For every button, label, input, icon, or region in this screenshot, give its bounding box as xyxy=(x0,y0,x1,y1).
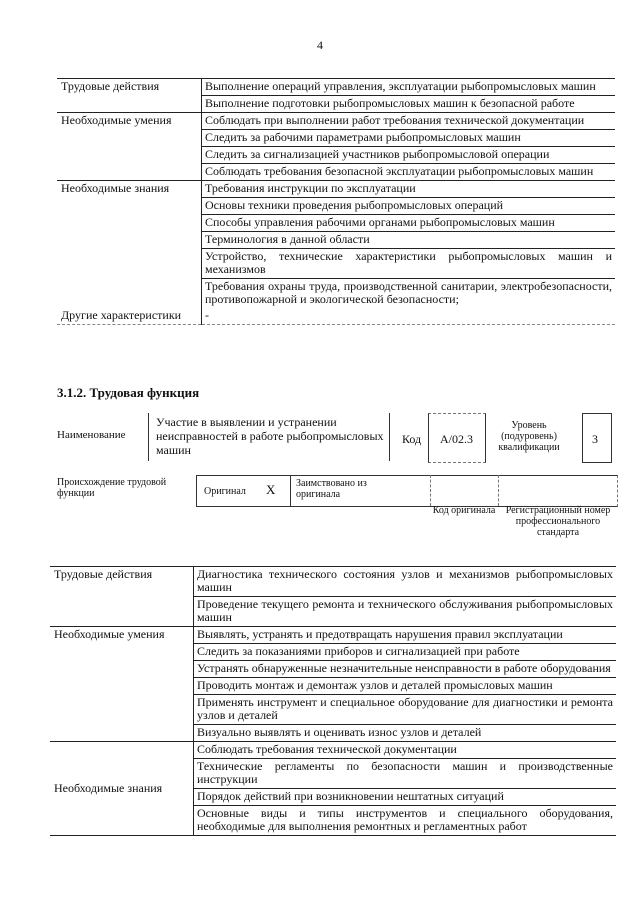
divider xyxy=(498,475,499,506)
row-label: Другие характеристики xyxy=(57,308,202,325)
code-label: Код xyxy=(402,432,422,446)
table-cell: Устройство, технические характеристики рыбопромысловых машин и механизмов xyxy=(202,249,616,279)
origin-label: Происхождение трудовой функции xyxy=(57,477,167,499)
table-cell: Следить за показаниями приборов и сигнализацией при работе xyxy=(194,644,617,661)
table-cell: Устранять обнаруженные незначительные неисправности в работе оборудования xyxy=(194,661,617,678)
table-cell: Соблюдать требования технической документации xyxy=(194,742,617,759)
code-original-label: Код оригинала xyxy=(432,505,496,516)
table-cell: Визуально выявлять и оценивать износ узлов и деталей xyxy=(194,725,617,742)
row-label: Необходимые умения xyxy=(50,627,194,742)
borrowed-label: Заимствовано из оригинала xyxy=(296,478,367,500)
row-label: Трудовые действия xyxy=(57,79,202,113)
table-cell: Применять инструмент и специальное оборудование для диагностики и ремонта узлов и деталей xyxy=(194,695,617,725)
table-cell: Порядок действий при возникновении нештатных ситуаций xyxy=(194,789,617,806)
table-cell: Проведение текущего ремонта и технического обслуживания рыбопромысловых машин xyxy=(194,597,617,627)
table-cell: Выполнение операций управления, эксплуатации рыбопромысловых машин xyxy=(205,79,596,93)
table-cell: Соблюдать требования безопасной эксплуатации рыбопромысловых машин xyxy=(202,164,616,181)
table-cell: Выполнение подготовки рыбопромысловых машин к безопасной работе xyxy=(202,96,616,113)
table-cell: Соблюдать при выполнении работ требования технической документации xyxy=(202,113,616,130)
row-label: Необходимые знания xyxy=(50,742,194,836)
function-name: Участие в выявлении и устранении неисправностей в работе рыбопромысловых машин xyxy=(156,415,384,457)
table-cell: Выявлять, устранять и предотвращать нарушения правил эксплуатации xyxy=(194,627,617,644)
row-label: Необходимые умения xyxy=(57,113,202,181)
table-cell: Технические регламенты по безопасности машин и производственные инструкции xyxy=(194,759,617,789)
table-cell: Терминология в данной области xyxy=(202,232,616,249)
table-cell: Основные виды и типы инструментов и специального оборудования, необходимые для выполнения ремонтных и регламентных работ xyxy=(194,806,617,836)
table-cell: Диагностика технического состояния узлов и механизмов рыбопромысловых машин xyxy=(197,567,613,594)
reg-number-label: Регистрационный номер профессионального стандарта xyxy=(505,505,611,538)
code-value: A/02.3 xyxy=(440,432,473,446)
original-label: Оригинал xyxy=(204,486,246,497)
table-cell: Требования охраны труда, производственной санитарии, электробезопасности, противопожарной и экологической безопасности; xyxy=(202,279,616,309)
table-cell: Способы управления рабочими органами рыбопромысловых машин xyxy=(202,215,616,232)
section-title: 3.1.2. Трудовая функция xyxy=(57,385,200,400)
level-value: 3 xyxy=(592,432,598,446)
level-label: Уровень (подуровень) квалификации xyxy=(498,420,560,453)
labor-function-table-2 xyxy=(50,566,616,836)
page-number: 4 xyxy=(317,38,323,52)
table-cell: Следить за рабочими параметрами рыбопромысловых машин xyxy=(202,130,616,147)
table-cell: Следить за сигнализацией участников рыбопромысловой операции xyxy=(202,147,616,164)
original-mark: X xyxy=(266,482,276,497)
labor-function-table-1 xyxy=(57,78,615,325)
divider xyxy=(430,475,431,506)
origin-box xyxy=(196,475,618,507)
name-label: Наименование xyxy=(57,429,126,441)
row-label: Необходимые знания xyxy=(57,181,202,309)
row-label: Трудовые действия xyxy=(50,567,194,627)
table-cell: - xyxy=(205,308,209,322)
table-cell: Проводить монтаж и демонтаж узлов и деталей промысловых машин xyxy=(194,678,617,695)
divider xyxy=(290,475,291,506)
table-cell: Требования инструкции по эксплуатации xyxy=(202,181,616,198)
table-cell: Основы техники проведения рыбопромысловых операций xyxy=(202,198,616,215)
